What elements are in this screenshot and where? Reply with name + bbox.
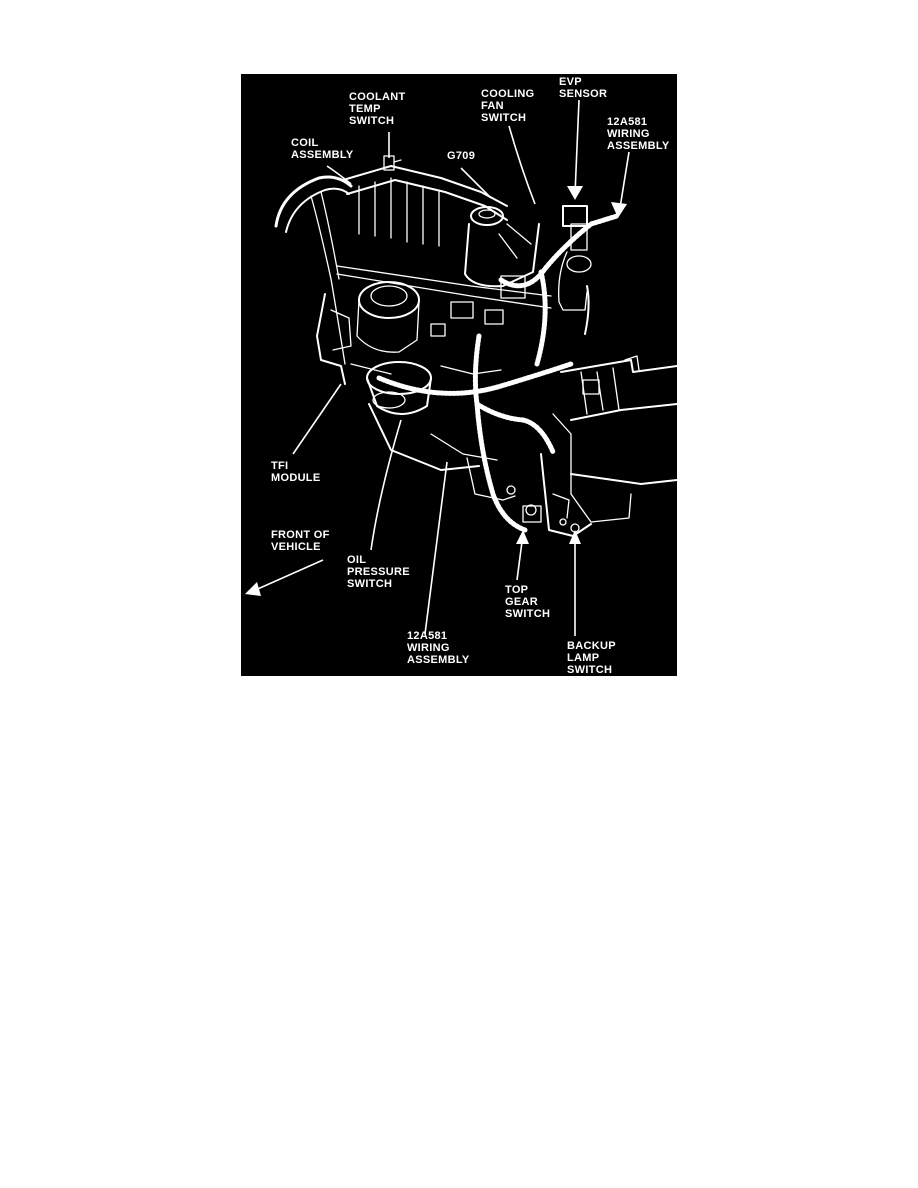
leader-lines bbox=[245, 100, 629, 636]
label-backup-lamp-switch: BACKUP LAMP SWITCH bbox=[567, 640, 616, 676]
label-front-of-vehicle: FRONT OF VEHICLE bbox=[271, 529, 330, 553]
cooling-fan-leader bbox=[509, 126, 535, 204]
label-g709: G709 bbox=[447, 150, 476, 162]
label-evp-sensor: EVP SENSOR bbox=[559, 76, 608, 100]
tfi-module-leader bbox=[293, 384, 341, 454]
front-of-vehicle-arrow bbox=[251, 560, 323, 592]
coil-assembly-leader bbox=[327, 166, 351, 184]
top-gear-arrowhead bbox=[516, 530, 529, 544]
label-oil-pressure-switch: OIL PRESSURE SWITCH bbox=[347, 554, 410, 590]
label-tfi-module: TFI MODULE bbox=[271, 460, 321, 484]
label-cooling-fan-switch: COOLING FAN SWITCH bbox=[481, 88, 535, 124]
engine-wiring-diagram bbox=[241, 74, 677, 676]
label-coil-assembly: COIL ASSEMBLY bbox=[291, 137, 354, 161]
evp-sensor-leader bbox=[575, 100, 579, 194]
evp-sensor-arrowhead bbox=[567, 186, 583, 200]
engine-illustration bbox=[241, 74, 677, 676]
g709-leader bbox=[461, 168, 491, 198]
label-coolant-temp-switch: COOLANT TEMP SWITCH bbox=[349, 91, 406, 127]
label-wiring-assembly-top: 12A581 WIRING ASSEMBLY bbox=[607, 116, 670, 152]
label-top-gear-switch: TOP GEAR SWITCH bbox=[505, 584, 551, 620]
wiring-assembly-bottom-leader bbox=[425, 462, 447, 634]
front-of-vehicle-arrowhead bbox=[245, 582, 261, 596]
label-wiring-assembly-bottom: 12A581 WIRING ASSEMBLY bbox=[407, 630, 470, 666]
